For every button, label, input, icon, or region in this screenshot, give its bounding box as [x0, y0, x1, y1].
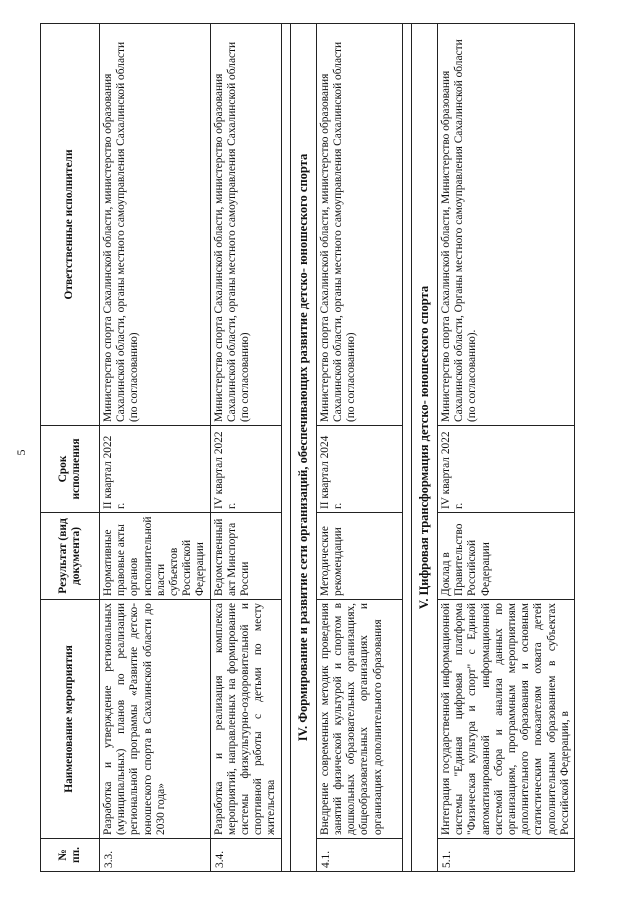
row-responsible: Министерство спорта Сахалинской области, Министерство образования Сахалинской области, Органы местного самоуправления Сахалинской области (по согласованию). [438, 24, 575, 426]
row-responsible: Министерство спорта Сахалинской области, министерство образования Сахалинской области, органы местного самоуправления Сахалинской области (по согласованию) [316, 24, 402, 426]
header-name: Наименование мероприятия [41, 600, 100, 839]
row-result: Ведомственный акт Минспорта России [210, 513, 281, 600]
table-row [210, 24, 281, 872]
page-number: 5 [14, 449, 28, 456]
row-result: Методические рекомендации [316, 513, 402, 600]
row-num: 4.1. [316, 839, 402, 872]
section-5-title: V. Цифровая трансформация детско- юношеского спорта [411, 24, 437, 872]
table-row [316, 24, 402, 872]
section-heading-row [290, 24, 316, 872]
row-num: 3.4. [210, 839, 281, 872]
spacer-row [402, 24, 411, 872]
header-result: Результат (вид документа) [41, 513, 100, 600]
row-num: 3.3. [100, 839, 211, 872]
row-result: Доклад в Правительство Российской Федерации [438, 513, 575, 600]
row-responsible: Министерство спорта Сахалинской области, министерство образования Сахалинской области, органы местного самоуправления Сахалинской области (по согласованию) [210, 24, 281, 426]
header-term: Срок исполнения [41, 426, 100, 513]
table-row [100, 24, 211, 872]
table-row [438, 24, 575, 872]
row-result: Нормативные правовые акты органов исполнительной власти субъектов Российской Федерации [100, 513, 211, 600]
row-name: Разработка и реализация комплекса мероприятий, направленных на формирование системы физкультурно-оздоровительной и спортивной работы с детьми по месту жительства [210, 600, 281, 839]
section-heading-row [411, 24, 437, 872]
header-row [41, 24, 100, 872]
section-4-title: IV. Формирование и развитие сети организаций, обеспечивающих развитие детско- юношеского спорта [290, 24, 316, 872]
measures-table [40, 23, 575, 872]
row-responsible: Министерство спорта Сахалинской области, министерство образования Сахалинской области, органы местного самоуправления Сахалинской области (по согласованию) [100, 24, 211, 426]
row-term: II квартал 2022 г. [100, 426, 211, 513]
row-term: II квартал 2024 г. [316, 426, 402, 513]
row-num: 5.1. [438, 839, 575, 872]
header-num: № пп. [41, 839, 100, 872]
row-term: IV квартал 2022 г. [438, 426, 575, 513]
header-responsible: Ответственные исполнители [41, 24, 100, 426]
row-term: IV квартал 2022 г. [210, 426, 281, 513]
row-name: Интеграция государственной информационной системы "Единая цифровая платформа "Физическая культура и спорт" с Единой автоматизированной информационной системой сбора и анализа данных по организациям, программным мероприятиям дополнительного образования и основным статистическим показателям охвата детей дополнительным образованием в субъектах Российской Федерации, в [438, 600, 575, 839]
row-name: Разработка и утверждение региональных (муниципальных) планов по реализации региональной программы «Развитие детско-юношеского спорта в Сахалинской области до 2030 года» [100, 600, 211, 839]
row-name: Внедрение современных методик проведения занятий физической культурой и спортом в дошкольных образовательных организациях, общеобразовательных организациях и организациях дополнительного образования [316, 600, 402, 839]
spacer-row [281, 24, 290, 872]
